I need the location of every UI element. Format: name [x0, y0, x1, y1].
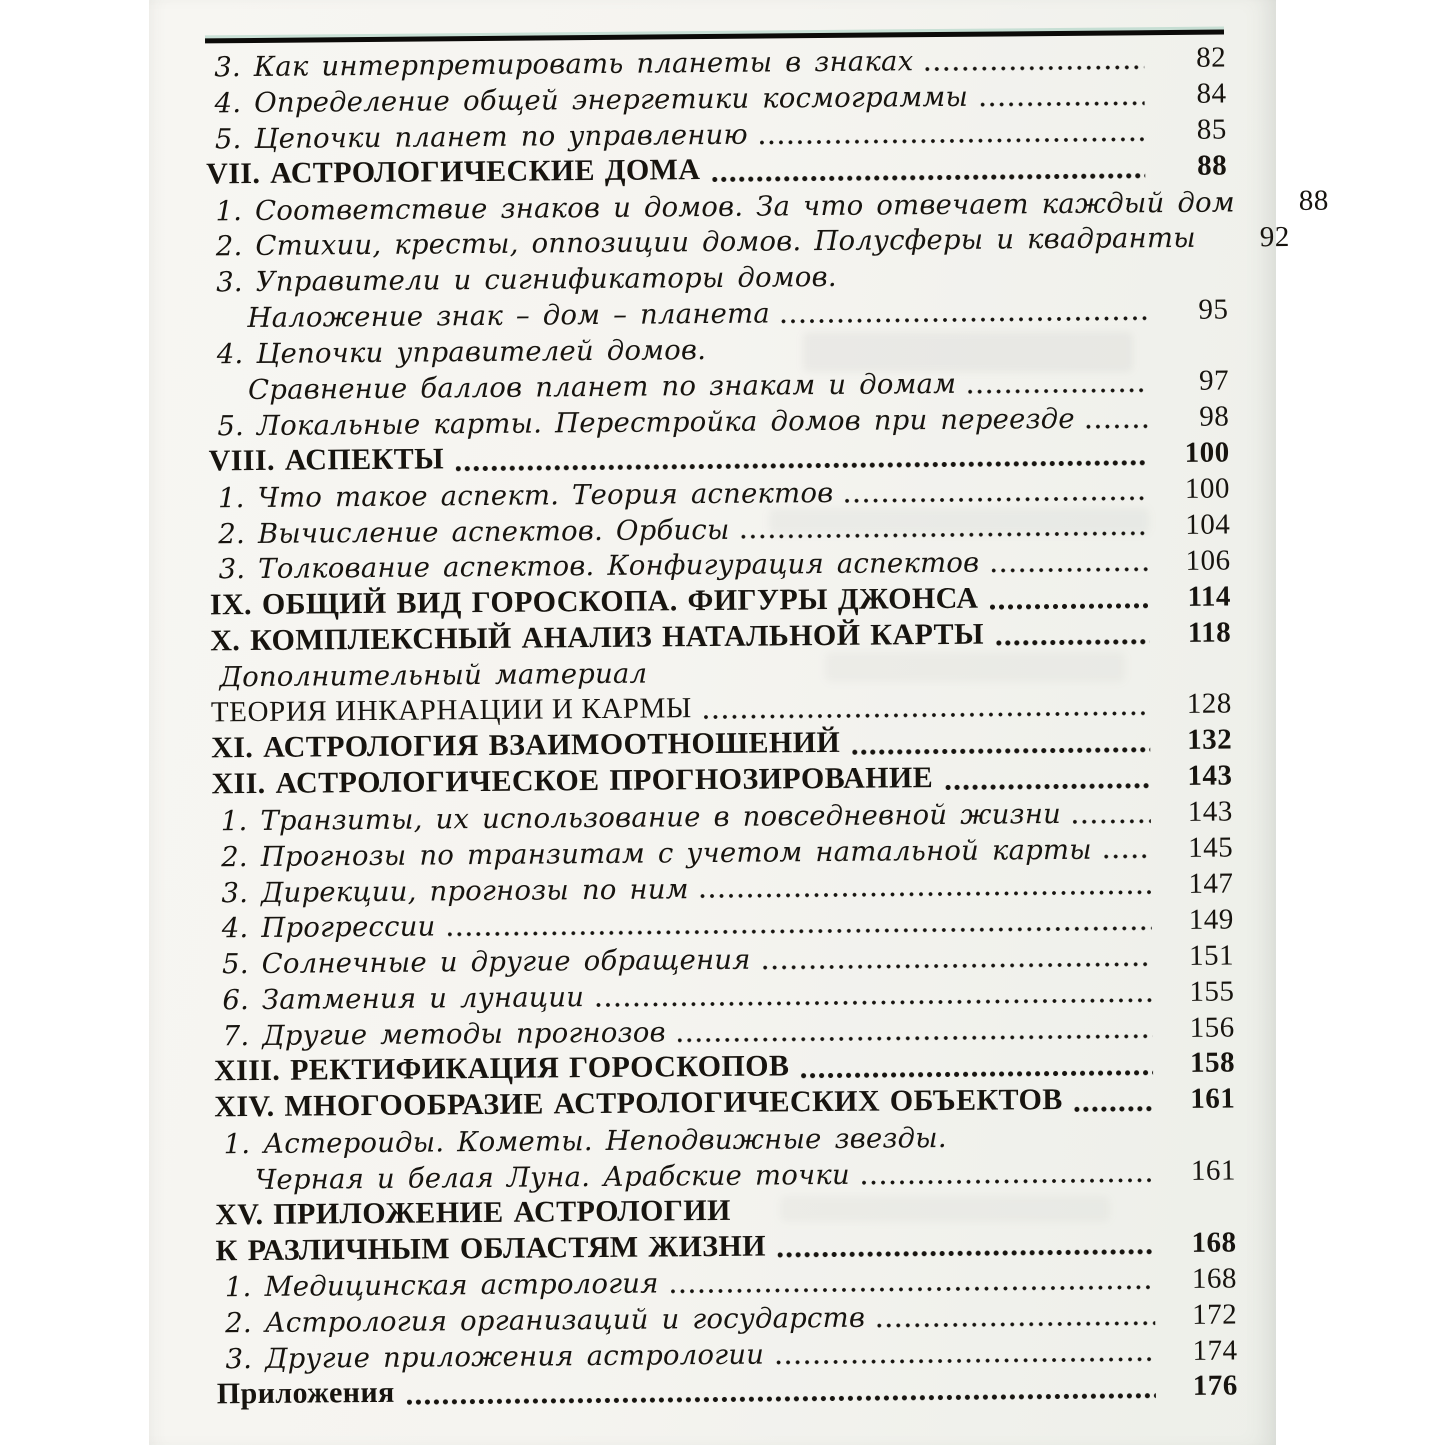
toc-entry-page-number: 161 [1170, 1156, 1236, 1190]
toc-entry-page-number: 100 [1164, 438, 1230, 472]
toc-entry-label: Дополнительный материал [210, 660, 647, 696]
toc-entry-label: 5. Солнечные и другие обращения [213, 946, 751, 983]
toc-entry-page-number: 114 [1165, 581, 1231, 615]
dot-leader [448, 926, 1152, 936]
toc-entry-page-number: 128 [1166, 689, 1232, 723]
toc-entry-label: 3. Как интерпретировать планеты в знаках [205, 47, 913, 85]
toc-entry-page-number: 82 [1160, 43, 1226, 77]
toc-entry-page-number: 118 [1165, 617, 1231, 651]
toc-entry-page-number: 92 [1224, 222, 1290, 256]
toc-entry-page-number: 168 [1171, 1263, 1237, 1297]
dot-leader [852, 747, 1150, 755]
dot-leader [776, 1357, 1155, 1364]
toc-entry-label: 3. Дирекции, прогнозы по ним [212, 875, 689, 911]
toc-entry-label: 4. Прогрессии [213, 913, 436, 947]
toc-entry-label: 2. Астрология организаций и государств [216, 1304, 865, 1342]
dot-leader [991, 568, 1148, 573]
toc-entry-page-number: 147 [1167, 868, 1233, 902]
toc-entry-label: 3. Другие приложения астрологии [216, 1341, 764, 1378]
dot-leader [1073, 819, 1151, 824]
toc-entry-page-number: 172 [1171, 1299, 1237, 1333]
toc-entry-page-number: 168 [1170, 1227, 1236, 1261]
toc-entry-page-number: 95 [1162, 294, 1228, 328]
toc-entry-page-number: 158 [1169, 1048, 1235, 1082]
dot-leader [990, 603, 1149, 609]
toc-entry-page-number: 156 [1169, 1012, 1235, 1046]
toc-entry-label: Сравнение баллов планет по знакам и домам [208, 370, 956, 408]
dot-leader [1075, 1106, 1154, 1112]
book-page [149, 0, 1276, 1445]
dot-leader [945, 783, 1150, 790]
toc-entry-label: Черная и белая Луна. Арабские точки [215, 1160, 850, 1197]
dot-leader [456, 460, 1148, 471]
toc-entry-page-number: 106 [1164, 545, 1230, 579]
toc-entry-page-number: 151 [1168, 940, 1234, 974]
toc-entry-label: 2. Прогнозы по транзитам с учетом натальной карты [212, 835, 1092, 875]
dot-leader [742, 532, 1149, 540]
toc-entry-page-number: 97 [1163, 366, 1229, 400]
toc-entry-page-number: 161 [1169, 1084, 1235, 1118]
dot-leader [778, 1249, 1155, 1257]
toc-entry-page-number: 88 [1263, 186, 1329, 220]
toc-entry-label: ТЕОРИЯ ИНКАРНАЦИИ И КАРМЫ [211, 694, 692, 732]
dot-leader [671, 1285, 1155, 1293]
toc-entry-page-number: 155 [1168, 976, 1234, 1010]
dot-leader [763, 962, 1152, 969]
dot-leader [968, 388, 1147, 394]
toc-entry-label: VIII. АСПЕКТЫ [209, 444, 445, 481]
dot-leader [760, 137, 1145, 144]
toc-entry [217, 1368, 1238, 1413]
dot-leader [701, 891, 1152, 899]
toc-entry-label: Приложения [217, 1377, 395, 1413]
toc-entry-page-number: 149 [1168, 904, 1234, 938]
toc-entry-label: 3. Толкование аспектов. Конфигурация аспектов [210, 549, 980, 588]
toc-entry-label: 2. Вычисление аспектов. Орбисы [209, 515, 729, 551]
dot-leader [678, 1034, 1153, 1042]
toc-entry-label: 4. Цепочки управителей домов. [208, 336, 707, 372]
toc-entry-page-number: 88 [1161, 151, 1227, 185]
toc-entry-label: XIV. МНОГООБРАЗИЕ АСТРОЛОГИЧЕСКИХ ОБЪЕКТОВ [214, 1084, 1063, 1126]
toc-entry-page-number: 174 [1171, 1335, 1237, 1369]
toc-entry-label: 6. Затмения и лунации [213, 983, 584, 1018]
toc-entry-label: XV. ПРИЛОЖЕНИЕ АСТРОЛОГИИ [215, 1195, 731, 1234]
toc-entry-label: 1. Астероиды. Кометы. Неподвижные звезды. [215, 1124, 947, 1162]
toc-entry-page-number: 176 [1172, 1371, 1238, 1405]
dot-leader [596, 998, 1152, 1007]
toc-entry-page-number: 98 [1163, 402, 1229, 436]
dot-leader [862, 1178, 1154, 1185]
dot-leader [845, 496, 1148, 503]
toc-entry-label: К РАЗЛИЧНЫМ ОБЛАСТЯМ ЖИЗНИ [215, 1230, 766, 1269]
toc-entry-label: 3. Управители и сигнификаторы домов. [207, 263, 837, 300]
dot-leader [801, 1070, 1153, 1078]
dot-leader [782, 316, 1147, 323]
toc-entry-page-number: 143 [1167, 797, 1233, 831]
toc-entry-label: 1. Транзиты, их использование в повседневной жизни [212, 800, 1061, 839]
toc-entry-label: VII. АСТРОЛОГИЧЕСКИЕ ДОМА [206, 154, 701, 193]
toc-entry-page-number: 145 [1167, 833, 1233, 867]
toc-entry-label: Наложение знак – дом – планета [207, 300, 770, 337]
toc-entry-label: 1. Что такое аспект. Теория аспектов [209, 479, 834, 516]
dot-leader [980, 101, 1145, 106]
toc-entry-label: 5. Цепочки планет по управлению [206, 120, 748, 157]
toc-entry-label: X. КОМПЛЕКСНЫЙ АНАЛИЗ НАТАЛЬНОЙ КАРТЫ [210, 618, 984, 659]
dot-leader [996, 639, 1149, 645]
dot-leader [925, 65, 1144, 71]
toc-entry-label: XIII. РЕКТИФИКАЦИЯ ГОРОСКОПОВ [214, 1051, 790, 1091]
table-of-contents [205, 40, 1238, 1413]
toc-entry-page-number: 85 [1161, 115, 1227, 149]
toc-entry-label: 2. Стихии, кресты, оппозиции домов. Полусферы и квадранты [207, 224, 1196, 265]
toc-entry-page-number: 104 [1164, 510, 1230, 544]
toc-entry-label: IX. ОБЩИЙ ВИД ГОРОСКОПА. ФИГУРЫ ДЖОНСА [210, 582, 979, 623]
toc-entry-page-number: 100 [1164, 474, 1230, 508]
toc-entry-label: 4. Определение общей энергетики космограммы [205, 83, 968, 122]
toc-entry-label: 1. Соответствие знаков и домов. За что отвечает каждый дом [206, 188, 1235, 229]
toc-entry-page-number: 143 [1166, 761, 1232, 795]
toc-entry-label: XI. АСТРОЛОГИЯ ВЗАИМООТНОШЕНИЙ [211, 727, 840, 767]
toc-entry-label: 1. Медицинская астрология [216, 1270, 659, 1306]
toc-entry-label: XII. АСТРОЛОГИЧЕСКОЕ ПРОГНОЗИРОВАНИЕ [211, 762, 933, 803]
toc-entry-page-number: 84 [1160, 79, 1226, 113]
dot-leader [407, 1393, 1156, 1405]
dot-leader [704, 711, 1150, 719]
toc-entry-page-number: 132 [1166, 725, 1232, 759]
dot-leader [712, 173, 1145, 182]
dot-leader [877, 1321, 1155, 1327]
dot-leader [1087, 424, 1148, 429]
toc-entry-label: 7. Другие методы прогнозов [214, 1018, 666, 1054]
toc-entry-label: 5. Локальные карты. Перестройка домов при переезде [208, 405, 1075, 444]
dot-leader [1104, 855, 1151, 859]
page-content [143, 0, 1283, 1450]
